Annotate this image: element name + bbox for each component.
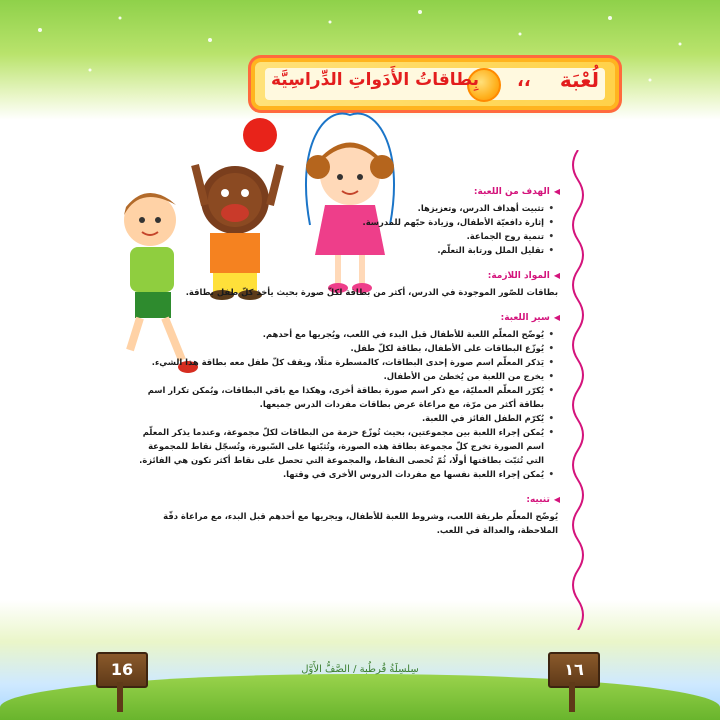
page-number-right: ١٦	[548, 652, 600, 688]
goal-heading-row	[130, 185, 560, 199]
materials-heading-row	[130, 269, 560, 283]
materials-section	[130, 269, 560, 299]
triangle-bullet-icon: ◀	[553, 271, 560, 280]
note-heading-row	[130, 493, 560, 507]
list-item: • إثارة دافعيّة الأطفال، وزيادة حبّهم للمدرسة.	[130, 215, 550, 229]
signpost-right	[569, 682, 575, 712]
signpost-left	[117, 682, 123, 712]
list-item: • يُوزّع البطاقات على الأطفال، بطاقة لكلّ طفل.	[130, 341, 550, 355]
triangle-bullet-icon: ◀	[553, 495, 560, 504]
note-section	[130, 493, 560, 537]
list-item: • يُمكن إجراء اللعبة نفسها مع مفردات الدروس الأخرى في وقتها.	[130, 467, 550, 481]
note-text: يُوضّح المعلّم طريقة اللعب، وشروط اللعبة للأطفال، ويجريها مع أحدهم قبل البدء، مع مراعاة دقّة الملاحظة، والعدالة في اللعب.	[163, 511, 558, 535]
list-item: • يُمكن إجراء اللعبة بين مجموعتين، بحيث تُوزّع حزمة من البطاقات لكلّ مجموعة، وعندما يذكر المعلّم اسم الصورة تخرج كلّ مجموعة بطاقة هذه الصورة، وتُثبّتها على السّبورة، وتُسجّل نقاط للمجموعة التي تُثبّت بطاقتها أولًا، ثُمّ تُحصى النقاط، والمجموعة التي تحصل على نقاط أكثر تكون هي الفائزة.	[130, 425, 550, 467]
list-item: • يُوضّح المعلّم اللعبة للأطفال قبل البدء في اللعب، ويُجريها مع أحدهم.	[130, 327, 550, 341]
note-heading: تنبيه:	[526, 495, 550, 505]
title-separator: ،،	[517, 70, 531, 91]
flow-list	[130, 327, 560, 481]
materials-text: بطاقات للصّور الموجودة في الدرس، أكثر من بطاقة لكلّ صورة بحيث يأخذ كلّ طفل بطاقة.	[185, 287, 558, 297]
goal-section	[130, 185, 560, 257]
list-item: • يُكرّر المعلّم العمليّة، مع ذكر اسم صورة بطاقة أخرى، وهكذا مع باقي البطاقات، ويُمكن تكرار اسم بطاقة أكثر من مرّة، مع مراعاة عرض بطاقات مفردات الدرس جميعها.	[130, 383, 550, 411]
list-item: • تثبيت أهداف الدرس، وتعزيزها.	[130, 201, 550, 215]
page-number-left: 16	[96, 652, 148, 688]
list-item: • تقليل الملل ورتابة التعلّم.	[130, 243, 550, 257]
flow-heading: سير اللعبة:	[500, 313, 550, 323]
materials-heading: المواد اللازمة:	[487, 271, 550, 281]
ball-icon	[243, 118, 277, 152]
goal-heading: الهدف من اللعبة:	[473, 187, 550, 197]
list-item: • تنمية روح الجماعة.	[130, 229, 550, 243]
list-item: • يُكرّم الطفل الفائز في اللعبة.	[130, 411, 550, 425]
list-item: • يَذكر المعلّم اسم صورة إحدى البطاقات، كالمسطرة مثلًا، ويقف كلّ طفل معه بطاقة هذا الشيء.	[130, 355, 550, 369]
wavy-divider	[568, 150, 588, 630]
flow-section	[130, 311, 560, 481]
series-footer: سِلسِلَةُ قُرطُبة / الصَّفُّ الأَوَّل	[301, 664, 419, 675]
triangle-bullet-icon: ◀	[553, 313, 560, 322]
title-banner	[255, 62, 615, 106]
goal-list	[130, 201, 560, 257]
flow-heading-row	[130, 311, 560, 325]
list-item: • يخرج من اللعبة من يُخطئ من الأطفال.	[130, 369, 550, 383]
triangle-bullet-icon: ◀	[553, 187, 560, 196]
game-title: بِطاقاتُ الأَدَواتِ الدِّراسِيَّة	[271, 70, 480, 90]
game-instructions	[130, 185, 560, 549]
game-label: لُعْبَة	[559, 68, 599, 92]
